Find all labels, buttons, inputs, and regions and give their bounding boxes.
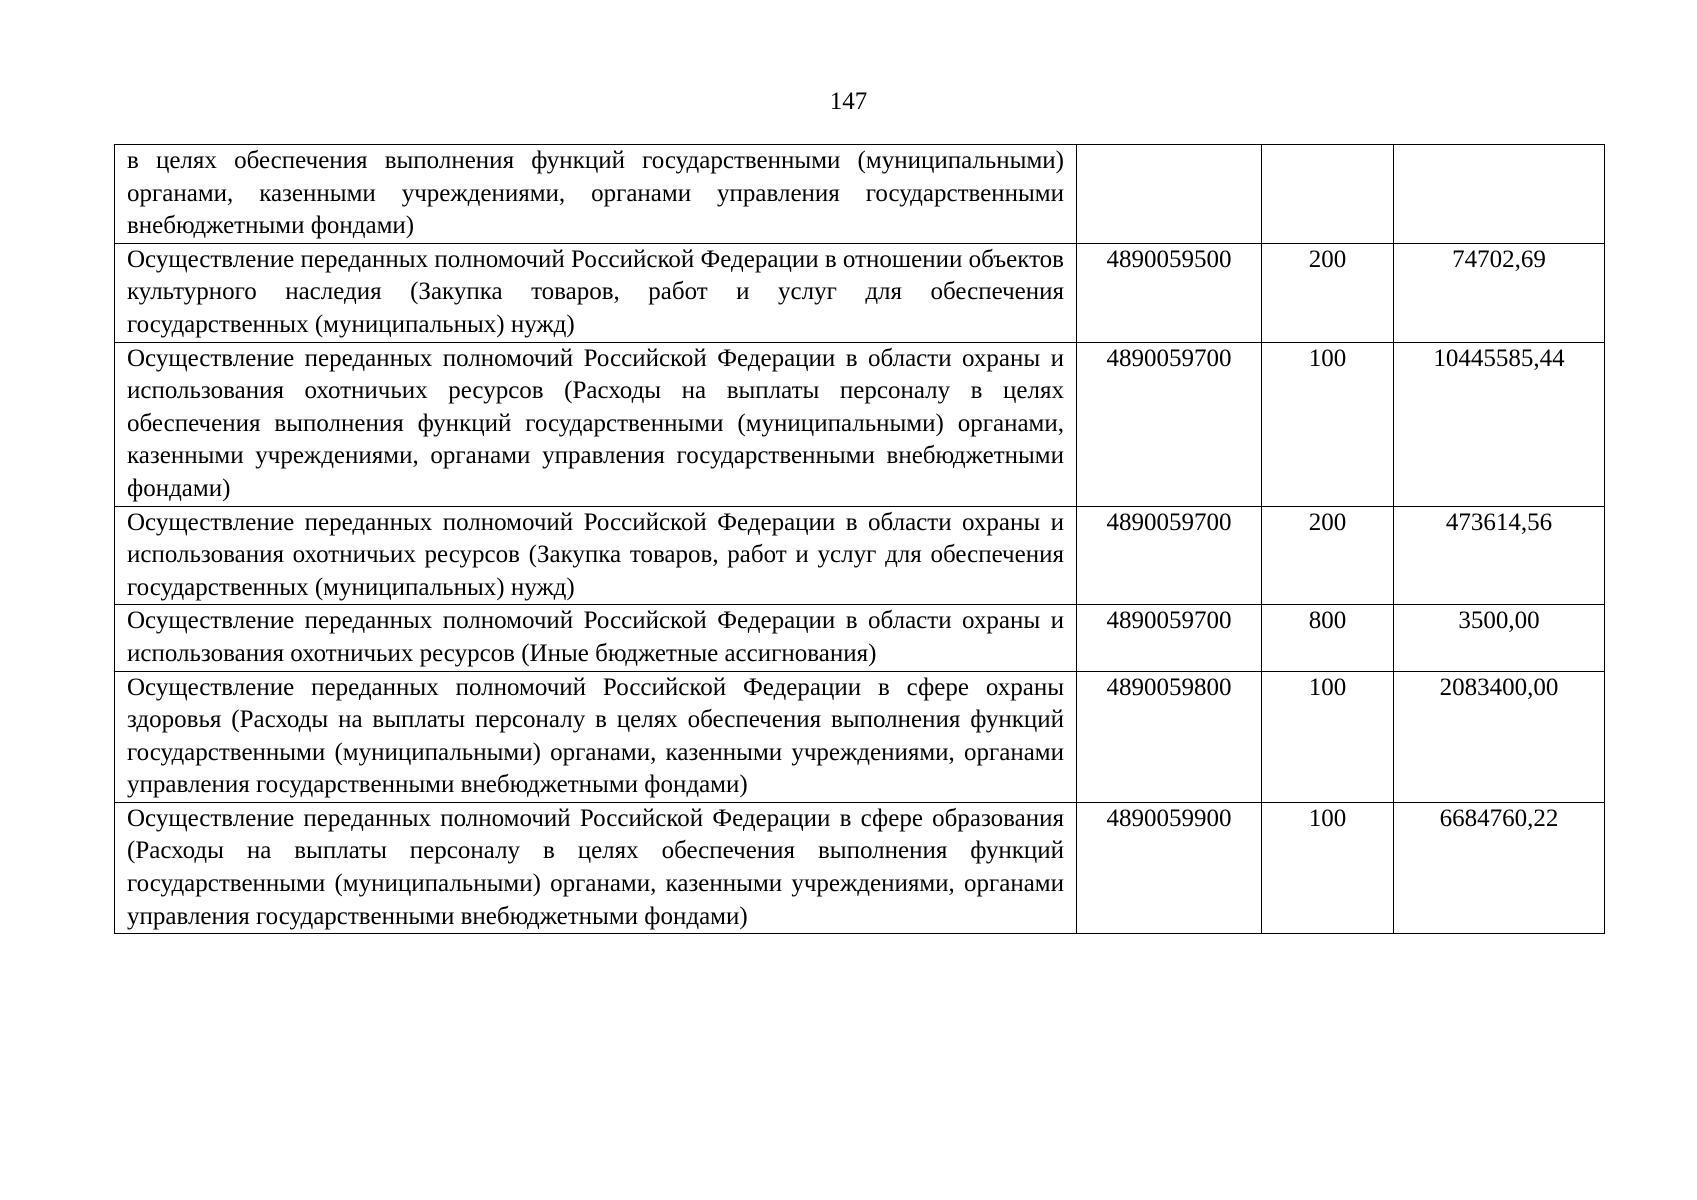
- row-expense-type: 200: [1262, 506, 1394, 605]
- page-number: 147: [829, 88, 868, 115]
- row-description: Осуществление переданных полномочий Российской Федерации в отношении объектов культурного наследия (Закупка товаров, работ и услуг для обеспечения государственных (муниципальных) нужд): [115, 243, 1077, 342]
- row-description: Осуществление переданных полномочий Российской Федерации в сфере охраны здоровья (Расходы на выплаты персоналу в целях обеспечения выполнения функций государственными (муниципальными) органами, казенными учреждениями, органами управления государственными внебюджетными фондами): [115, 671, 1077, 802]
- row-expense-type: [1262, 145, 1394, 244]
- row-expense-type: 100: [1262, 342, 1394, 506]
- budget-table: [114, 144, 1605, 934]
- table-row: [115, 802, 1605, 933]
- row-expense-type: 100: [1262, 802, 1394, 933]
- row-description: в целях обеспечения выполнения функций государственными (муниципальными) органами, казенными учреждениями, органами управления государственными внебюджетными фондами): [115, 145, 1077, 244]
- row-amount: 10445585,44: [1394, 342, 1605, 506]
- row-amount: 74702,69: [1394, 243, 1605, 342]
- row-target-code: 4890059500: [1077, 243, 1262, 342]
- row-expense-type: 100: [1262, 671, 1394, 802]
- row-target-code: 4890059700: [1077, 506, 1262, 605]
- table-row: [115, 605, 1605, 671]
- row-description: Осуществление переданных полномочий Российской Федерации в области охраны и использования охотничьих ресурсов (Расходы на выплаты персоналу в целях обеспечения выполнения функций государственными (муниципальными) органами, казенными учреждениями, органами управления государственными внебюджетными фондами): [115, 342, 1077, 506]
- row-amount: 2083400,00: [1394, 671, 1605, 802]
- row-amount: 473614,56: [1394, 506, 1605, 605]
- table-row: [115, 342, 1605, 506]
- row-target-code: 4890059700: [1077, 342, 1262, 506]
- row-amount: [1394, 145, 1605, 244]
- row-target-code: 4890059900: [1077, 802, 1262, 933]
- row-amount: 3500,00: [1394, 605, 1605, 671]
- table-row: [115, 243, 1605, 342]
- row-target-code: 4890059700: [1077, 605, 1262, 671]
- table-row: [115, 506, 1605, 605]
- row-expense-type: 200: [1262, 243, 1394, 342]
- row-amount: 6684760,22: [1394, 802, 1605, 933]
- row-expense-type: 800: [1262, 605, 1394, 671]
- row-description: Осуществление переданных полномочий Российской Федерации в области охраны и использования охотничьих ресурсов (Закупка товаров, работ и услуг для обеспечения государственных (муниципальных) нужд): [115, 506, 1077, 605]
- row-target-code: 4890059800: [1077, 671, 1262, 802]
- row-description: Осуществление переданных полномочий Российской Федерации в сфере образования (Расходы на выплаты персоналу в целях обеспечения выполнения функций государственными (муниципальными) органами, казенными учреждениями, органами управления государственными внебюджетными фондами): [115, 802, 1077, 933]
- row-target-code: [1077, 145, 1262, 244]
- table-row: [115, 145, 1605, 244]
- table-row: [115, 671, 1605, 802]
- row-description: Осуществление переданных полномочий Российской Федерации в области охраны и использования охотничьих ресурсов (Иные бюджетные ассигнования): [115, 605, 1077, 671]
